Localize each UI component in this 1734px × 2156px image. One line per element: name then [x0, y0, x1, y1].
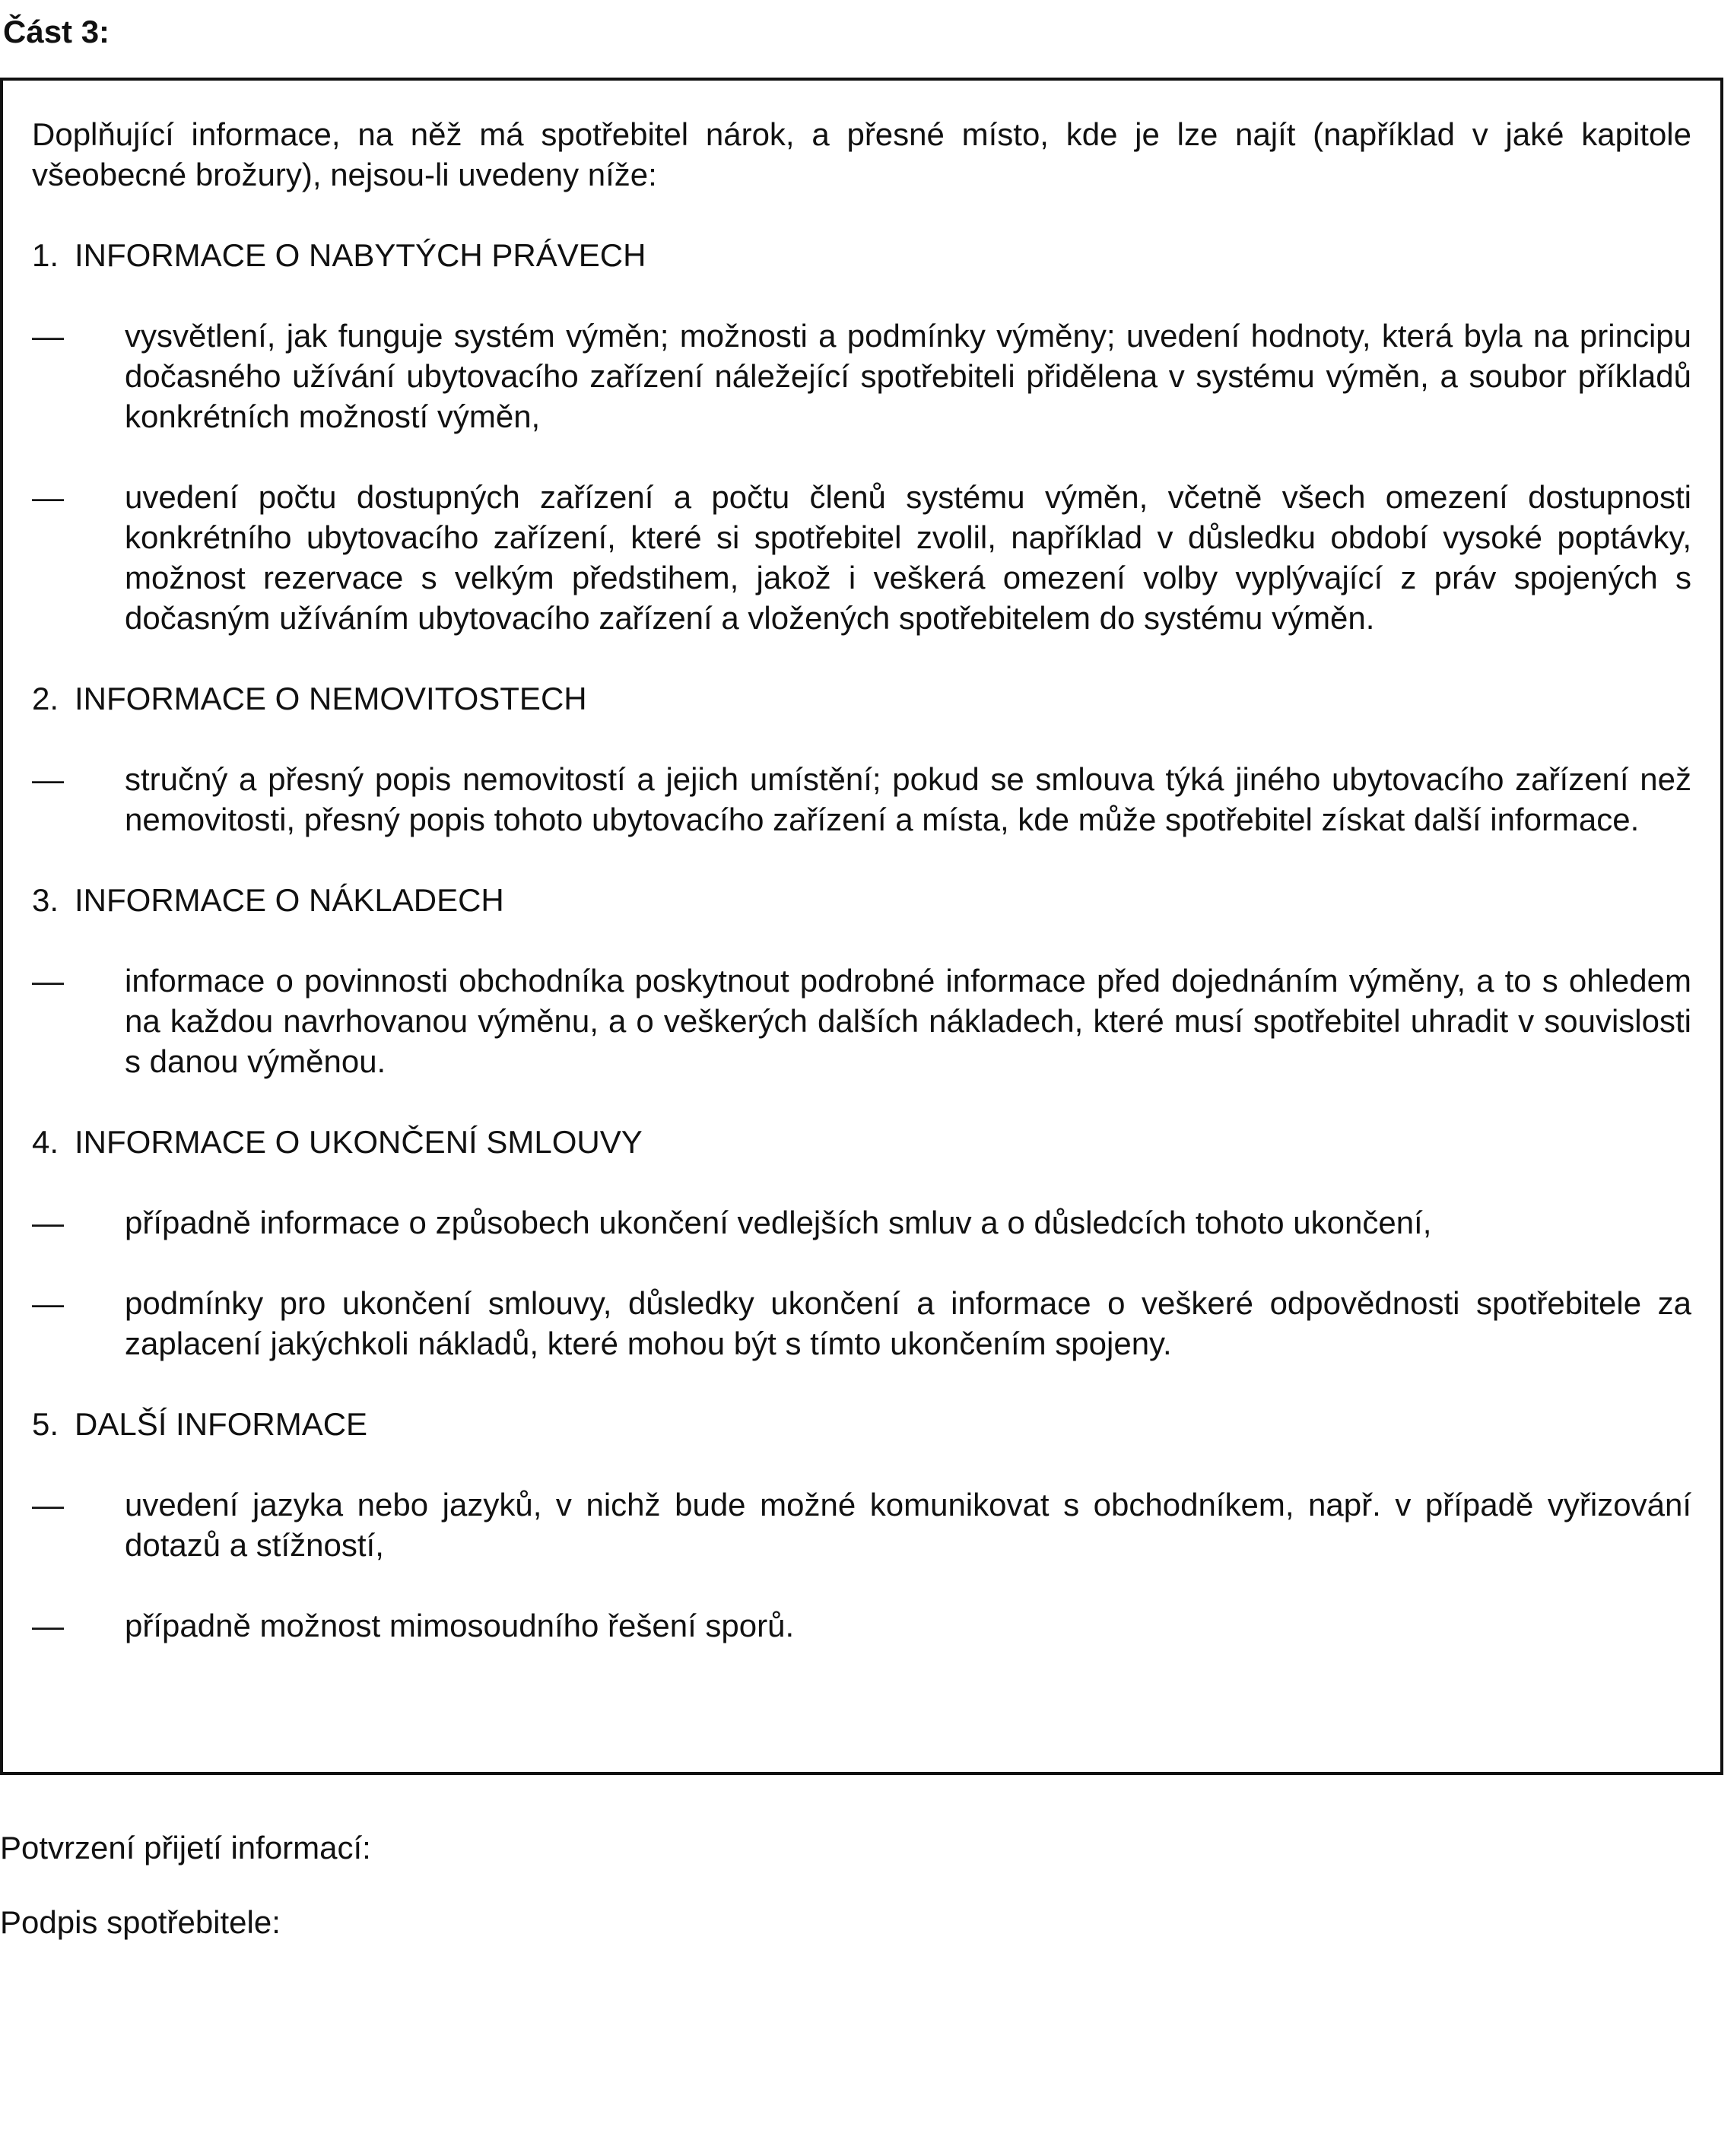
em-dash-bullet: — — [32, 963, 64, 999]
em-dash-bullet: — — [32, 479, 64, 515]
info-box — [0, 78, 1723, 1775]
section-acquired-rights — [32, 235, 1691, 638]
section-heading — [32, 235, 1691, 275]
section-costs — [32, 880, 1691, 1081]
section-termination — [32, 1122, 1691, 1364]
em-dash-bullet: — — [32, 1285, 64, 1321]
list-item-text: případně informace o způsobech ukončení vedlejších smluv a o důsledcích tohoto ukončení, — [125, 1205, 1432, 1240]
em-dash-bullet: — — [32, 1487, 64, 1523]
section-title: INFORMACE O NEMOVITOSTECH — [75, 681, 587, 716]
section-other-info — [32, 1404, 1691, 1646]
consumer-signature-label: Podpis spotřebitele: — [0, 1904, 281, 1940]
em-dash-bullet: — — [32, 318, 64, 354]
section-number: 2. — [32, 681, 59, 716]
section-title: INFORMACE O UKONČENÍ SMLOUVY — [75, 1124, 643, 1160]
section-title: DALŠÍ INFORMACE — [75, 1406, 368, 1442]
em-dash-bullet: — — [32, 1608, 64, 1643]
section-heading — [32, 880, 1691, 920]
section-number: 1. — [32, 237, 59, 273]
section-title: INFORMACE O NÁKLADECH — [75, 882, 504, 918]
list-item — [32, 961, 1691, 1081]
list-item-text: informace o povinnosti obchodníka poskytnout podrobné informace před dojednáním výměny, a to s ohledem na každou navrhovanou výměnu, a o veškerých dalších nákladech, které musí spotřebitel uhradit v souvislosti s danou výměnou. — [125, 963, 1691, 1079]
section-properties — [32, 678, 1691, 840]
list-item — [32, 759, 1691, 840]
list-item-text: stručný a přesný popis nemovitostí a jejich umístění; pokud se smlouva týká jiného ubytovacího zařízení než nemovitosti, přesný popis tohoto ubytovacího zařízení a místa, kde může spotřebitel získat další informace. — [125, 761, 1691, 837]
section-heading — [32, 1404, 1691, 1444]
receipt-confirmation-label: Potvrzení přijetí informací: — [0, 1830, 371, 1865]
list-item-text: podmínky pro ukončení smlouvy, důsledky ukončení a informace o veškeré odpovědnosti spotřebitele za zaplacení jakýchkoli nákladů, které mohou být s tímto ukončením spojeny. — [125, 1285, 1691, 1361]
list-item-text: vysvětlení, jak funguje systém výměn; možnosti a podmínky výměny; uvedení hodnoty, která byla na principu dočasného užívání ubytovacího zařízení náležející spotřebiteli přidělena v systému výměn, a soubor příkladů konkrétních možností výměn, — [125, 318, 1691, 434]
list-item-text: uvedení počtu dostupných zařízení a počtu členů systému výměn, včetně všech omezení dostupnosti konkrétního ubytovacího zařízení, které si spotřebitel zvolil, například v důsledku období vysoké poptávky, možnost rezervace s velkým předstihem, jakož i veškerá omezení volby vyplývající z práv spojených s dočasným užíváním ubytovacího zařízení a vložených spotřebitelem do systému výměn. — [125, 479, 1691, 636]
list-item-text: případně možnost mimosoudního řešení sporů. — [125, 1608, 795, 1643]
section-number: 5. — [32, 1406, 59, 1442]
section-title: INFORMACE O NABYTÝCH PRÁVECH — [75, 237, 646, 273]
list-item — [32, 1484, 1691, 1565]
section-number: 3. — [32, 882, 59, 918]
list-item — [32, 316, 1691, 437]
section-heading — [32, 678, 1691, 719]
intro-paragraph: Doplňující informace, na něž má spotřebitel nárok, a přesné místo, kde je lze najít (například v jaké kapitole všeobecné brožury), nejsou-li uvedeny níže: — [32, 116, 1691, 192]
list-item — [32, 1283, 1691, 1364]
em-dash-bullet: — — [32, 1205, 64, 1240]
em-dash-bullet: — — [32, 761, 64, 797]
section-heading — [32, 1122, 1691, 1162]
page-title: Část 3: — [3, 14, 110, 49]
list-item — [32, 1202, 1691, 1243]
list-item — [32, 1605, 1691, 1646]
list-item — [32, 477, 1691, 638]
section-number: 4. — [32, 1124, 59, 1160]
list-item-text: uvedení jazyka nebo jazyků, v nichž bude možné komunikovat s obchodníkem, např. v případě vyřizování dotazů a stížností, — [125, 1487, 1691, 1563]
